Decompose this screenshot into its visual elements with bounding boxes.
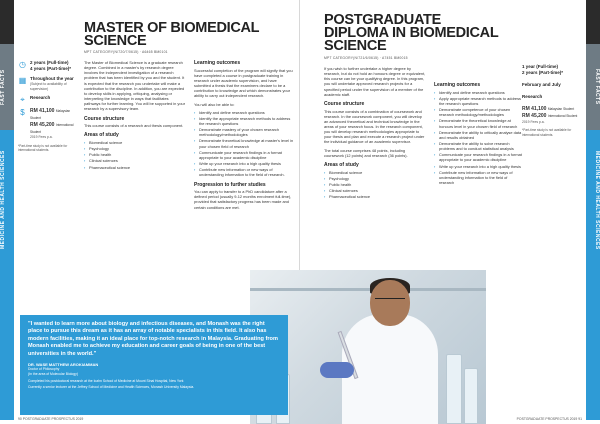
left-column-2 xyxy=(194,60,294,213)
left-strip-faculty: MEDICINE AND HEALTH SCIENCES xyxy=(0,150,6,250)
list-item: › Apply appropriate research methods to address the research questions xyxy=(434,96,522,106)
heading-areas-of-study: Areas of study xyxy=(84,132,119,139)
price-intl-label: International Student xyxy=(30,122,74,134)
list-item: › Communicate your research findings in a format appropriate to your academic discipline xyxy=(434,152,522,162)
price-year: 2019 Fees p.a. xyxy=(30,135,53,140)
right-column-1 xyxy=(324,66,426,200)
list-item: › Write up your research into a high quality thesis xyxy=(194,161,294,166)
list-item: › Write up your research into a high quality thesis xyxy=(434,164,522,169)
right-strip-faculty: MEDICINE AND HEALTH SCIENCES xyxy=(594,150,600,250)
heading-learning-outcomes: Learning outcomes xyxy=(194,60,241,66)
study-mode: Research xyxy=(522,94,543,100)
list-item: › Demonstrate the ability to critically analyse data and results obtained xyxy=(434,130,522,140)
list-item: › Pharmaceutical science xyxy=(84,165,186,170)
list-item: › Identify and define research questions xyxy=(434,90,522,95)
calendar-icon: ▦ xyxy=(18,76,27,86)
right-footer: POSTGRADUATE PROSPECTUS 2019 91 xyxy=(516,417,582,421)
part-time-note: *Part-time study is not available for international students. xyxy=(18,143,68,153)
intro-paragraph: If you wish to further undertake a higher degree by research, but do not hold an honours degree or equivalent, this course can be your qualifying degree. In this program, you will undertake approved research projects for a specified period under the supervision of a member of the academic staff. xyxy=(324,66,426,97)
price-year: 2019 Fees p.a. xyxy=(522,119,545,124)
list-item: › Biomedical science xyxy=(324,170,426,175)
list-item: › Demonstrate mastery of your chosen research methodology/methodologies xyxy=(194,127,294,137)
outcomes-list xyxy=(194,110,294,178)
right-column-2 xyxy=(434,82,522,186)
outcomes-list xyxy=(434,90,522,186)
progression-text: You can apply to transfer to a PhD candidature after a defined period (usually 9-12 months enrolment full-time), provided that satisfactory progress has been made and certain conditions are met. xyxy=(194,189,292,210)
intake: February and July xyxy=(522,82,561,88)
list-item: › Contribute new information or new ways of understanding information to the field of research xyxy=(434,170,522,185)
dollar-icon: $ xyxy=(20,108,25,118)
list-item: › Contribute new information or new ways of understanding information to the field of research. xyxy=(194,167,294,177)
list-item: › Clinical sciences xyxy=(324,188,426,193)
page-title: MASTER OF BIOMEDICAL SCIENCE xyxy=(84,20,260,49)
page-title: POSTGRADUATE DIPLOMA IN BIOMEDICAL SCIENCE xyxy=(324,12,499,54)
heading-progression: Progression to further studies xyxy=(194,181,266,188)
quote-degree: Doctor of Philosophy xyxy=(28,367,60,372)
location-icon: ⌖ xyxy=(20,95,25,105)
list-item: › Public health xyxy=(84,152,186,157)
course-points-text: The total course comprises 48 points, including coursework (12 points) and research (36 points). xyxy=(324,147,408,158)
list-item: › Biomedical science xyxy=(84,140,186,145)
heading-learning-outcomes: Learning outcomes xyxy=(434,82,481,88)
heading-course-structure: Course structure xyxy=(324,100,365,107)
duration-part: 4 years (Part-time)* xyxy=(30,66,72,72)
left-strip-fast-facts: FAST FACTS xyxy=(0,69,6,105)
price-intl-label: International Student xyxy=(547,114,578,118)
right-strip-fast-facts: FAST FACTS xyxy=(594,69,600,105)
price-local: RM 41,100 xyxy=(30,108,55,115)
list-item: › Identify and define research questions xyxy=(194,110,294,115)
heading-course-structure: Course structure xyxy=(84,115,125,122)
intro-paragraph: The Master of Biomedical Science is a graduate research degree. Combined in a master's by research degree involves the independent investigation of a research problem that has been identified by you and the student. It is expected that the research you undertake will make a contribution to the discipline. In addition, you are expected to develop skills in applying, critiquing, analysing or interpreting the knowledge in ways that facilitates pathways for further learning. You will be supported in your research by a supervisory team. xyxy=(84,60,185,112)
areas-list xyxy=(324,170,426,200)
list-item: › Pharmaceutical science xyxy=(324,194,426,199)
course-codes: MPT CATEGORY(N/721/6/0615) · A7451 BM0015 xyxy=(324,56,408,60)
list-item: › Demonstrate the ability to solve research problems and to conduct statistical analysis xyxy=(434,141,522,151)
price-local-label: Malaysian Student xyxy=(30,109,71,121)
left-fast-facts xyxy=(18,60,80,153)
list-item: › Demonstrate the theoretical knowledge at honours level in your chosen field of research xyxy=(434,118,522,128)
intake: Throughout the year xyxy=(30,76,74,82)
course-codes: MPT CATEGORY(N/720/7/0615) · A6465 BM0101 xyxy=(84,50,168,54)
price-local: RM 41,100 xyxy=(522,106,547,113)
quote-postdoc: Completed his postdoctoral research at the Icahn School of Medicine at Mount Sinai Hospital, New York xyxy=(28,378,184,383)
quote-current-role: Currently a senior lecturer at the Jeffrey School of Medicine and Health Sciences, Monash University Malaysia. xyxy=(28,385,195,390)
study-mode: Research xyxy=(30,95,51,101)
list-item: › Psychology xyxy=(324,176,426,181)
duration-full: 1 year (Full-time) xyxy=(522,64,559,69)
price-local-label: Malaysian Student xyxy=(547,107,575,112)
quote-field: (In the area of Molecular Biology) xyxy=(28,372,78,377)
list-item: › Identify the appropriate research methods to address the research questions xyxy=(194,116,294,126)
left-column-1 xyxy=(84,60,186,171)
left-side-strip xyxy=(0,0,14,424)
list-item: › Communicate your research findings in a format appropriate to your academic discipline xyxy=(194,150,294,160)
list-item: › Public health xyxy=(324,182,426,187)
quote-author: DR. WASE MATTHEW AROKIAMMAN xyxy=(28,362,99,368)
list-item: › Clinical sciences xyxy=(84,158,186,163)
heading-areas-of-study: Areas of study xyxy=(324,161,359,168)
right-fast-facts xyxy=(522,64,584,137)
outcomes-intro: Successful completion of the program will signify that you have completed a course in postgraduate training in research under academic supervision, and have submitted a thesis that the examiners declare to be a contribution to knowledge and which demonstrates your ability to carry out independent research. xyxy=(194,67,293,99)
duration-full: 2 years (Full-time) xyxy=(30,60,69,65)
price-intl: RM 45,200 xyxy=(30,121,55,128)
course-structure-text: This course consists of a research and thesis component. xyxy=(84,123,184,129)
left-footer: 90 POSTGRADUATE PROSPECTUS 2019 xyxy=(18,417,84,421)
part-time-note: *Part-time study is not available for international students. xyxy=(522,128,572,137)
list-item: › Psychology xyxy=(84,146,186,151)
quote-text: "I wanted to learn more about biology and infectious diseases, and Monash was the right place to pursue this dream as it has an array of notable specialists in this field. It also has modern facilities, making it an ideal place for top-notch research in Malaysia. Graduating from Monash enabled me to achieve my education and career goals of being in one of the best universities in the world." xyxy=(28,321,278,357)
list-item: › Demonstrate competence of your chosen research methodology/methodologies xyxy=(434,107,522,117)
areas-list xyxy=(84,140,186,170)
testimonial-quote xyxy=(20,315,288,415)
course-structure-text: This course consists of a combination of coursework and research. In the coursework component, you will develop an advanced theoretical and technical knowledge in the areas of your research focus. In the research component, you will develop research methodologies appropriate to your thesis and plan and execute a research project under the individual guidance of an academic supervisor. xyxy=(324,108,425,145)
price-intl: RM 45,200 xyxy=(522,113,547,119)
intake-note: (Subject to availability of supervision) xyxy=(30,82,67,91)
outcomes-able: You will also be able to: xyxy=(194,101,235,107)
clock-icon: ◷ xyxy=(19,60,26,69)
list-item: › Demonstrate theoretical knowledge at master's level in your chosen field of research xyxy=(194,138,294,148)
right-side-strip xyxy=(586,0,600,424)
duration-part: 2 years (Part-time)* xyxy=(522,70,564,76)
